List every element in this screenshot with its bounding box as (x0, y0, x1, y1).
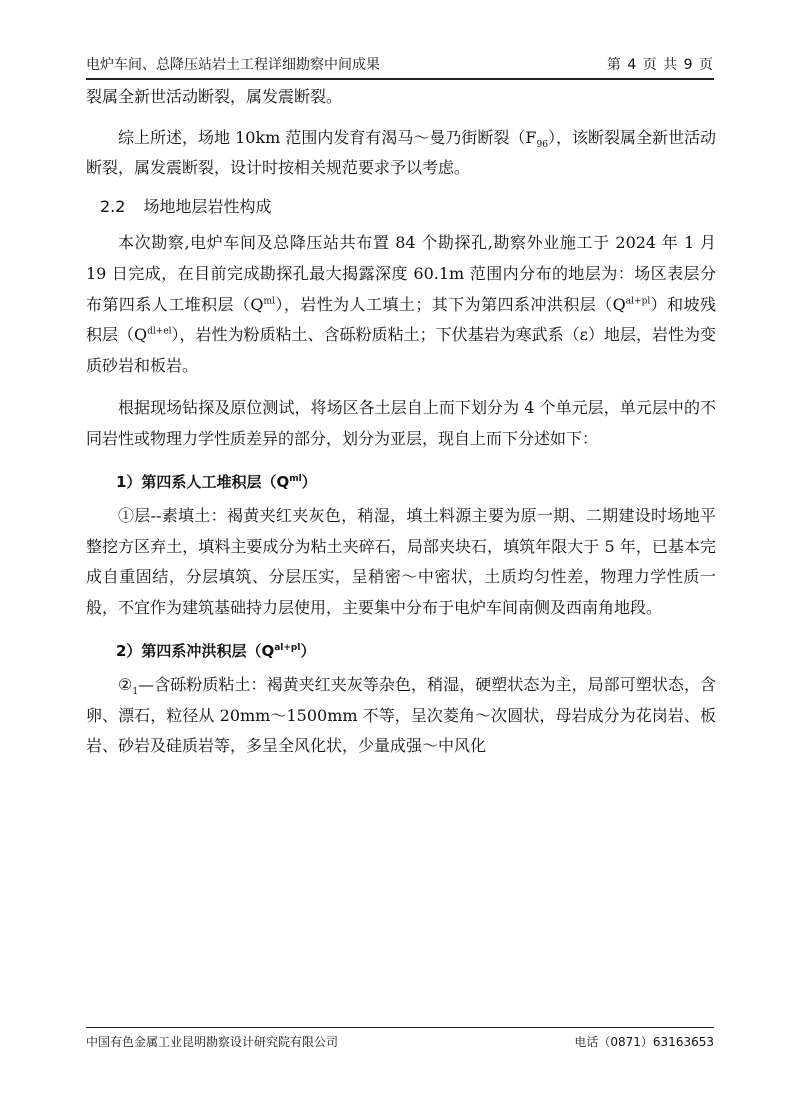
paragraph-summary: 综上所述，场地 10km 范围内发育有渴马～曼乃街断裂$(F_{96})$，该断裂属全新世活动断裂，属发震断裂，设计时按相关规范要求予以考虑。 (86, 127, 716, 178)
footer-phone: 电话（0871）63163653 (574, 1035, 714, 1049)
paragraph-fault-continued: 裂属全新世活动断裂，属发震断裂。 (86, 87, 343, 106)
header-title: 电炉车间、总降压站岩土工程详细勘察中间成果 (86, 57, 380, 73)
paragraph-fill-soil: ①层--素填土：褐黄夹红夹灰色，稍湿，填土料源主要为原一期、二期建设时场地平整挖方区弃土，填料主要成分为粘土夹碎石，局部夹块石，填筑年限大于 5 年，已基本完成自重固结，分层填筑、分层压实，呈稍密～中密状，土质均匀性差，物理力学性质一般，不宜作为建筑基础持力层使用，主要集中分布于电炉车间南侧及西南角地段。 (86, 506, 716, 617)
section-title: 场地地层岩性构成 (143, 196, 272, 216)
subheading-artificial-fill: 1）第四系人工堆积层$(Q^{ml})$ (116, 472, 317, 491)
subheading-alluvial: 2）第四系冲洪积层$(Q^{al+pl})$ (116, 641, 316, 660)
paragraph-gravelly-clay: $②_1—$含砾粉质粘土：褐黄夹红夹灰等杂色，稍湿，硬塑状态为主，局部可塑状态，含卵、漂石，粒径从 20mm～1500mm 不等，呈次菱角～次圆状，母岩成分为花岗岩、板岩、砂岩及硅质岩等，多呈全风化状，少量成强～中风化 (86, 675, 716, 756)
section-heading (86, 192, 716, 223)
page-header (86, 50, 714, 78)
footer-rule (86, 1027, 714, 1028)
document-body (86, 82, 716, 762)
header-page-info: 第 4 页 共 9 页 (606, 57, 714, 73)
paragraph-strata: 本次勘察,电炉车间及总降压站共布置 84 个勘探孔,勘察外业施工于 2024 年 1 月 19 日完成，在目前完成勘探孔最大揭露深度 60.1m 范围内分布的地层为：场区表层分布第四系人工堆积层$(Q^{ml})$，岩性为人工填土；其下为第四系冲洪积层$(Q^{al+pl})$和坡残积层$(Q^{dl+el})$，岩性为粉质粘土、含砾粉质粘土；下伏基岩为寒武系（ε）地层，岩性为变质砂岩和板岩。 (86, 233, 716, 375)
section-number: 2.2 (100, 196, 126, 216)
footer-company: 中国有色金属工业昆明勘察设计研究院有限公司 (86, 1035, 339, 1049)
header-rule (86, 78, 714, 80)
paragraph-division: 根据现场钻探及原位测试，将场区各土层自上而下划分为 4 个单元层，单元层中的不同岩性或物理力学性质差异的部分，划分为亚层，现自上而下分述如下： (86, 398, 716, 448)
page-footer (86, 1031, 714, 1053)
